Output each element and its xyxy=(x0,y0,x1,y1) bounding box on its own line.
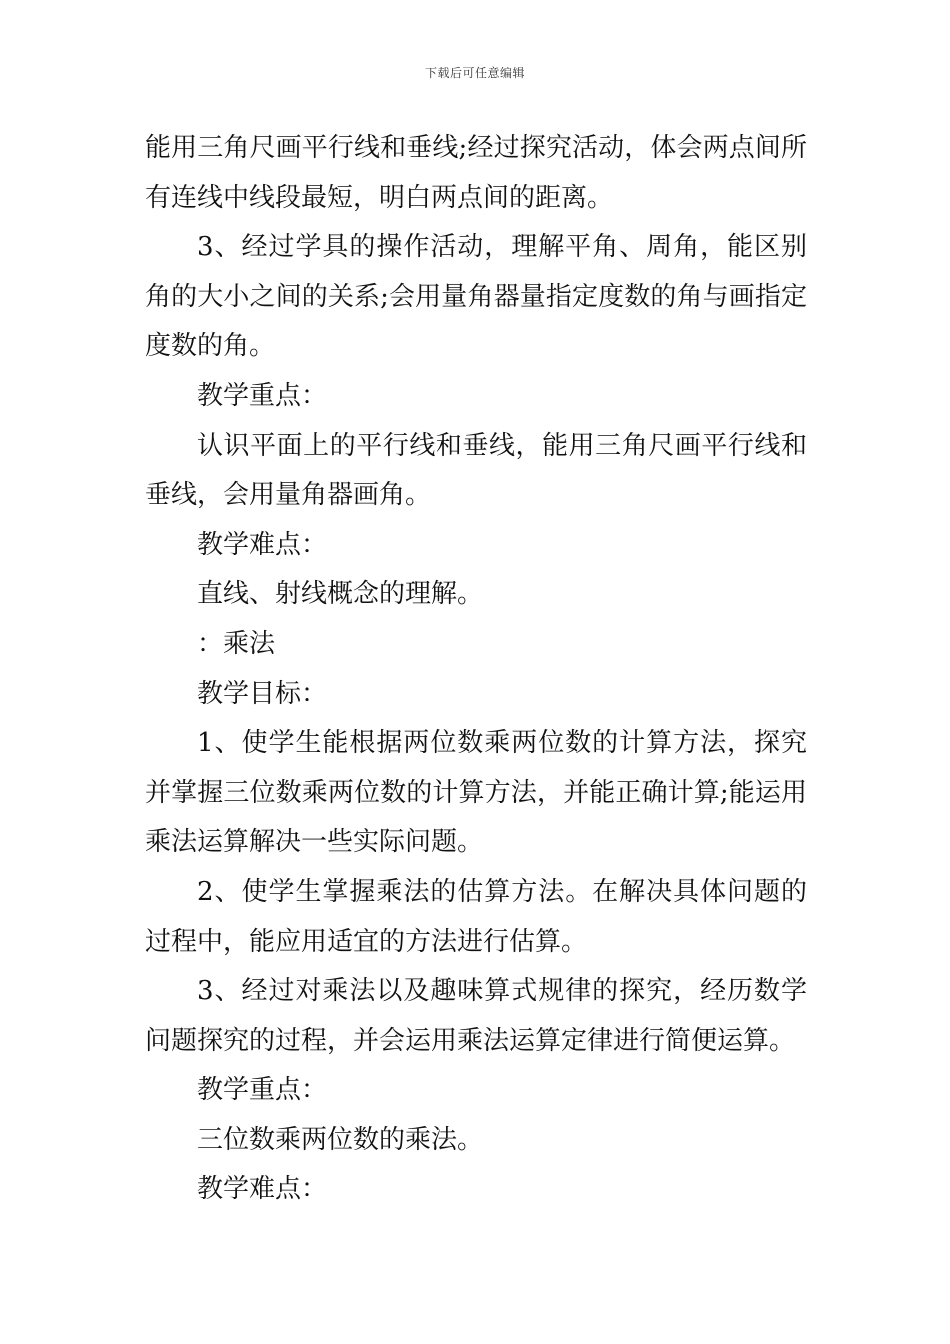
paragraph: 直线、射线概念的理解。 xyxy=(197,579,484,610)
paragraph: 2、使学生掌握乘法的估算方法。在解决具体问题的过程中，能应用适宜的方法进行估算。 xyxy=(145,876,807,957)
page-header: 下载后可任意编辑 xyxy=(424,66,525,80)
paragraph: 3、经过学具的操作活动，理解平角、周角，能区别角的大小之间的关系;会用量角器量指定度数的角与画指定度数的角。 xyxy=(145,232,807,362)
paragraph: 教学重点： xyxy=(197,380,328,411)
paragraph: ：乘法 xyxy=(197,628,276,659)
paragraph: 认识平面上的平行线和垂线，能用三角尺画平行线和垂线，会用量角器画角。 xyxy=(145,430,807,511)
document-body xyxy=(145,124,807,1215)
paragraph: 1、使学生能根据两位数乘两位数的计算方法，探究并掌握三位数乘两位数的计算方法，并能正确计算;能运用乘法运算解决一些实际问题。 xyxy=(145,728,807,858)
paragraph: 教学难点： xyxy=(197,529,328,560)
paragraph: 教学重点： xyxy=(197,1075,328,1106)
paragraph: 教学目标： xyxy=(197,678,328,709)
paragraph: 3、经过对乘法以及趣味算式规律的探究，经历数学问题探究的过程，并会运用乘法运算定律进行简便运算。 xyxy=(145,976,807,1056)
paragraph: 能用三角尺画平行线和垂线;经过探究活动，体会两点间所有连线中线段最短，明白两点间的距离。 xyxy=(145,133,807,213)
paragraph: 三位数乘两位数的乘法。 xyxy=(197,1124,484,1155)
paragraph: 教学难点： xyxy=(197,1174,328,1205)
